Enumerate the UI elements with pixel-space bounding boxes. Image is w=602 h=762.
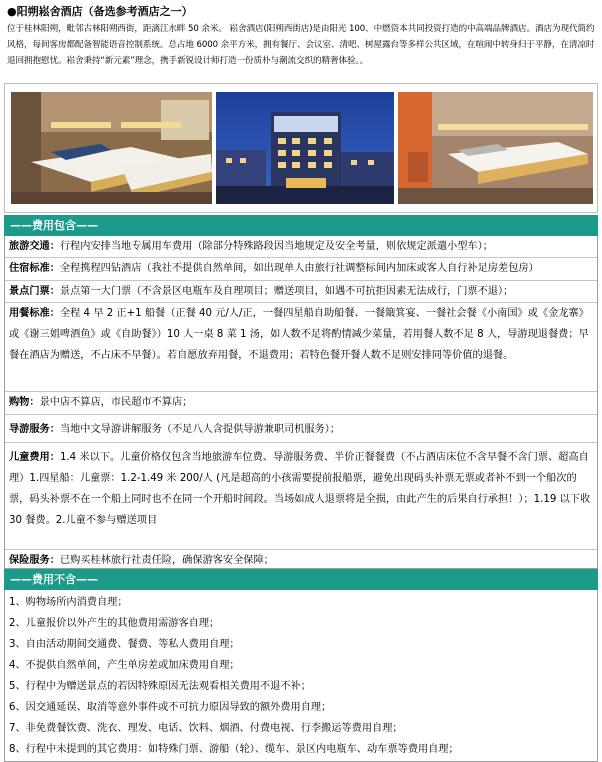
row-label: 旅游交通： bbox=[9, 241, 60, 252]
row-text: 已购买桂林旅行社责任险，确保游客安全保障； bbox=[59, 555, 274, 566]
excluded-section-header: ——费用不含—— bbox=[4, 569, 598, 590]
hotel-room-photo-1 bbox=[11, 92, 212, 204]
row-text: 全程 4 早 2 正+1 船餐（正餐 40 元/人/正，一餐四星船自助船餐、一餐簸箕宴、一餐社会餐《小南国》或《金龙寨》或《谢三姐啤酒鱼》或《自助餐》）10 人一桌 8 菜 1 汤，如人数不足将酌情减少菜量，若用餐人数不足 8 人，导游现退餐费；早餐在酒店为赠送，不占床不早餐）。若自愿放弃用餐，不退费用；若特色餐开餐人数不足则安排同等价值的退餐。 bbox=[9, 308, 589, 361]
list-item: 5、行程中为赠送景点的若因特殊原因无法观看相关费用不退不补； bbox=[9, 681, 311, 692]
hotel-title: ●阳朔崧舍酒店（备选参考酒店之一） bbox=[7, 5, 193, 18]
list-item: 2、儿童报价以外产生的其他费用需游客自理； bbox=[9, 618, 220, 629]
list-item: 4、不提供自然单间，产生单房差或加床费用自理； bbox=[9, 660, 240, 671]
included-row-transport bbox=[5, 236, 597, 258]
list-item: 3、自由活动期间交通费、餐费、等私人费用自理； bbox=[9, 639, 240, 650]
hotel-photo-strip bbox=[4, 83, 598, 213]
row-text: 1.4 米以下。儿童价格仅包含当地旅游车位费、导游服务费、半价正餐餐费（不占酒店床位不含早餐不含门票、超高自理）1.四星船：儿童票：1.2-1.49 米 200/人 (凡是超高的小孩需要提前报船票，避免出现码头补票无票或者补不到一个船次的票，码头补票不在一个船上同时也不在同一个开船时间段。当场如成人退票将是全损，由此产生的后果自行承担！）；1.19 以下收 30 餐费。2.儿童不参与赠送项目 bbox=[9, 452, 591, 526]
row-label: 导游服务： bbox=[9, 424, 60, 435]
hotel-room-photo-2 bbox=[398, 92, 593, 204]
included-row-tickets bbox=[5, 281, 597, 303]
hotel-exterior-photo bbox=[216, 92, 394, 204]
included-row-meals bbox=[5, 303, 597, 392]
included-table bbox=[4, 236, 598, 569]
row-text: 景中店不算店，市民超市不算店； bbox=[39, 397, 193, 408]
list-item: 1、购物场所内消费自理； bbox=[9, 597, 128, 608]
hotel-description: 位于桂林阳朔，毗邻古林阳朔西街，距漓江水畔 50 余米。 崧舍酒店(阳朔西街店)是由阳光 100、中燃资本共同投资打造的中高端品牌酒店。酒店为现代简约风格，每间客房都配备智能语音控制系统。总占地 6000 余平方米，拥有餐厅、会议室、清吧、树屋露台等多样公共区域，在喧闹中转身归于平静，在清凉时退回拥抱慰忧。崧舍秉持“新元素”理念，携手新锐设计师打造一份质朴与潮流交织的精奢体验。。 bbox=[7, 24, 595, 66]
row-text: 当地中文导游讲解服务（不足八人含提供导游兼职司机服务）； bbox=[59, 424, 341, 435]
row-label: 保险服务： bbox=[9, 555, 60, 566]
excluded-list bbox=[4, 590, 598, 762]
row-text: 景点第一大门票（不含景区电瓶车及自理项目；赠送项目，如遇不可抗拒因素无法成行，门票不退）； bbox=[59, 286, 514, 297]
row-text: 全程携程四钻酒店（我社不提供自然单间，如出现单人由旅行社调整标间内加床或客人自行补足房差包房） bbox=[59, 263, 539, 274]
hotel-section bbox=[4, 4, 598, 69]
list-item: 6、因交通延误、取消等意外事件或不可抗力原因导致的额外费用自理； bbox=[9, 702, 332, 713]
included-row-children bbox=[5, 443, 597, 550]
row-label: 用餐标准： bbox=[9, 308, 60, 319]
included-row-shopping bbox=[5, 392, 597, 415]
included-row-lodging bbox=[5, 258, 597, 281]
row-label: 住宿标准： bbox=[9, 263, 60, 274]
included-row-guide bbox=[5, 415, 597, 443]
included-section-header: ——费用包含—— bbox=[4, 215, 598, 236]
row-label: 购物： bbox=[9, 397, 40, 408]
list-item: 7、非免费餐饮费、洗衣、理发、电话、饮料、烟酒、付费电视、行李搬运等费用自理； bbox=[9, 723, 403, 734]
row-text: 行程内安排当地专属用车费用（除部分特殊路段因当地规定及安全考量，则依规定派遣小型车）； bbox=[59, 241, 493, 252]
included-row-insurance bbox=[5, 550, 597, 569]
list-item: 8、行程中未提到的其它费用：如特殊门票、游船（轮）、缆车、景区内电瓶车、动车票等费用自理； bbox=[9, 744, 459, 755]
row-label: 景点门票： bbox=[9, 286, 60, 297]
row-label: 儿童费用： bbox=[9, 452, 60, 463]
